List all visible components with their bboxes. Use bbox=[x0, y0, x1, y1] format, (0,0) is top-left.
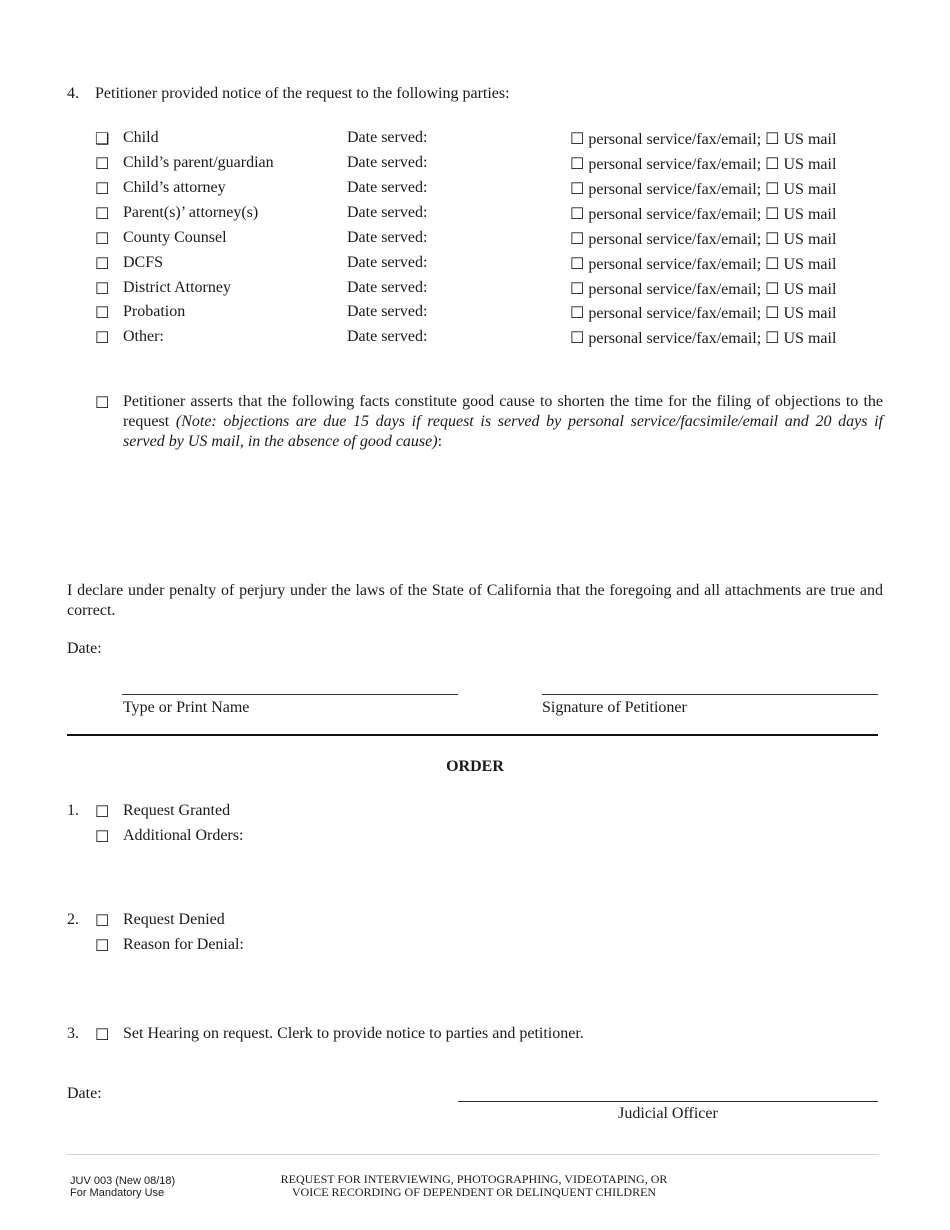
footer-rule bbox=[67, 1154, 878, 1155]
party-checkbox[interactable]: ☐ bbox=[95, 305, 110, 322]
request-granted-label: Request Granted bbox=[123, 802, 231, 819]
footer-mandatory-use: For Mandatory Use bbox=[70, 1187, 165, 1199]
good-cause-paragraph bbox=[123, 392, 883, 452]
request-denied-checkbox[interactable]: ☐ bbox=[95, 913, 110, 930]
declaration-text: I declare under penalty of perjury under the laws of the State of California that the foregoing and all attachments are true and correct. bbox=[67, 582, 883, 619]
order-title: ORDER bbox=[446, 758, 504, 775]
date-served-label: Date served: bbox=[347, 254, 428, 271]
additional-orders-label: Additional Orders: bbox=[123, 827, 244, 844]
print-name-label: Type or Print Name bbox=[123, 699, 250, 716]
party-checkbox[interactable]: ☐ bbox=[95, 181, 110, 198]
party-row bbox=[0, 179, 950, 201]
party-name: Child’s parent/guardian bbox=[123, 154, 274, 171]
party-checkbox[interactable]: ☐ bbox=[95, 256, 110, 273]
party-row bbox=[0, 254, 950, 276]
date-served-label: Date served: bbox=[347, 179, 428, 196]
date-served-label: Date served: bbox=[347, 129, 428, 146]
party-checkbox[interactable]: ❑ bbox=[95, 131, 110, 148]
good-cause-suffix: : bbox=[437, 433, 443, 450]
judicial-officer-signature-line[interactable] bbox=[458, 1101, 878, 1102]
print-name-line[interactable] bbox=[122, 694, 458, 695]
order-item-3-number: 3. bbox=[67, 1025, 79, 1042]
order-item-2-number: 2. bbox=[67, 911, 79, 928]
signature-label: Signature of Petitioner bbox=[542, 699, 687, 716]
footer-form-code: JUV 003 (New 08/18) bbox=[70, 1175, 176, 1187]
service-method[interactable]: ☐ personal service/fax/email; ☐ US mail bbox=[570, 131, 837, 148]
item-4-number: 4. bbox=[67, 85, 79, 102]
party-name: Probation bbox=[123, 303, 186, 320]
party-name: DCFS bbox=[123, 254, 164, 271]
declaration-date-label: Date: bbox=[67, 640, 102, 657]
date-served-label: Date served: bbox=[347, 328, 428, 345]
party-checkbox[interactable]: ☐ bbox=[95, 281, 110, 298]
good-cause-text: Petitioner asserts that the following facts constitute good cause to shorten the time for the filing of objections to the request bbox=[123, 393, 883, 430]
party-checkbox[interactable]: ☐ bbox=[95, 330, 110, 347]
party-name: County Counsel bbox=[123, 229, 227, 246]
party-name: Child’s attorney bbox=[123, 179, 226, 196]
party-name: Other: bbox=[123, 328, 164, 345]
footer-title-line-2: VOICE RECORDING OF DEPENDENT OR DELINQUENT CHILDREN bbox=[291, 1185, 657, 1199]
item-4-text: Petitioner provided notice of the request to the following parties: bbox=[95, 85, 510, 102]
party-row bbox=[0, 204, 950, 226]
request-granted-checkbox[interactable]: ☐ bbox=[95, 804, 110, 821]
party-row bbox=[0, 154, 950, 176]
additional-orders-checkbox[interactable]: ☐ bbox=[95, 829, 110, 846]
request-denied-label: Request Denied bbox=[123, 911, 225, 928]
set-hearing-checkbox[interactable]: ☐ bbox=[95, 1027, 110, 1044]
party-checkbox[interactable]: ☐ bbox=[95, 231, 110, 248]
service-method[interactable]: ☐ personal service/fax/email; ☐ US mail bbox=[570, 330, 837, 347]
judicial-officer-label: Judicial Officer bbox=[618, 1105, 718, 1122]
date-served-label: Date served: bbox=[347, 154, 428, 171]
good-cause-checkbox[interactable]: ☐ bbox=[95, 395, 110, 412]
reason-for-denial-checkbox[interactable]: ☐ bbox=[95, 938, 110, 955]
service-method[interactable]: ☐ personal service/fax/email; ☐ US mail bbox=[570, 156, 837, 173]
party-name: District Attorney bbox=[123, 279, 231, 296]
party-row bbox=[0, 328, 950, 350]
party-checkbox[interactable]: ☐ bbox=[95, 156, 110, 173]
order-item-1-number: 1. bbox=[67, 802, 79, 819]
date-served-label: Date served: bbox=[347, 303, 428, 320]
party-row bbox=[0, 279, 950, 301]
party-row bbox=[0, 303, 950, 325]
date-served-label: Date served: bbox=[347, 229, 428, 246]
service-method[interactable]: ☐ personal service/fax/email; ☐ US mail bbox=[570, 206, 837, 223]
order-date-label: Date: bbox=[67, 1085, 102, 1102]
service-method[interactable]: ☐ personal service/fax/email; ☐ US mail bbox=[570, 181, 837, 198]
footer-title-line-1: REQUEST FOR INTERVIEWING, PHOTOGRAPHING, VIDEOTAPING, OR bbox=[280, 1172, 668, 1186]
signature-line[interactable] bbox=[542, 694, 878, 695]
date-served-label: Date served: bbox=[347, 204, 428, 221]
service-method[interactable]: ☐ personal service/fax/email; ☐ US mail bbox=[570, 305, 837, 322]
good-cause-note: (Note: objections are due 15 days if request is served by personal service/facsimile/email and 20 days if served by US mail, in the absence of good cause) bbox=[123, 413, 883, 450]
service-method[interactable]: ☐ personal service/fax/email; ☐ US mail bbox=[570, 256, 837, 273]
party-row bbox=[0, 129, 950, 151]
date-served-label: Date served: bbox=[347, 279, 428, 296]
section-divider bbox=[67, 734, 878, 736]
service-method[interactable]: ☐ personal service/fax/email; ☐ US mail bbox=[570, 281, 837, 298]
party-name: Parent(s)’ attorney(s) bbox=[123, 204, 259, 221]
reason-for-denial-label: Reason for Denial: bbox=[123, 936, 244, 953]
party-checkbox[interactable]: ☐ bbox=[95, 206, 110, 223]
party-row bbox=[0, 229, 950, 251]
set-hearing-label: Set Hearing on request. Clerk to provide notice to parties and petitioner. bbox=[123, 1025, 584, 1042]
party-name: Child bbox=[123, 129, 159, 146]
service-method[interactable]: ☐ personal service/fax/email; ☐ US mail bbox=[570, 231, 837, 248]
